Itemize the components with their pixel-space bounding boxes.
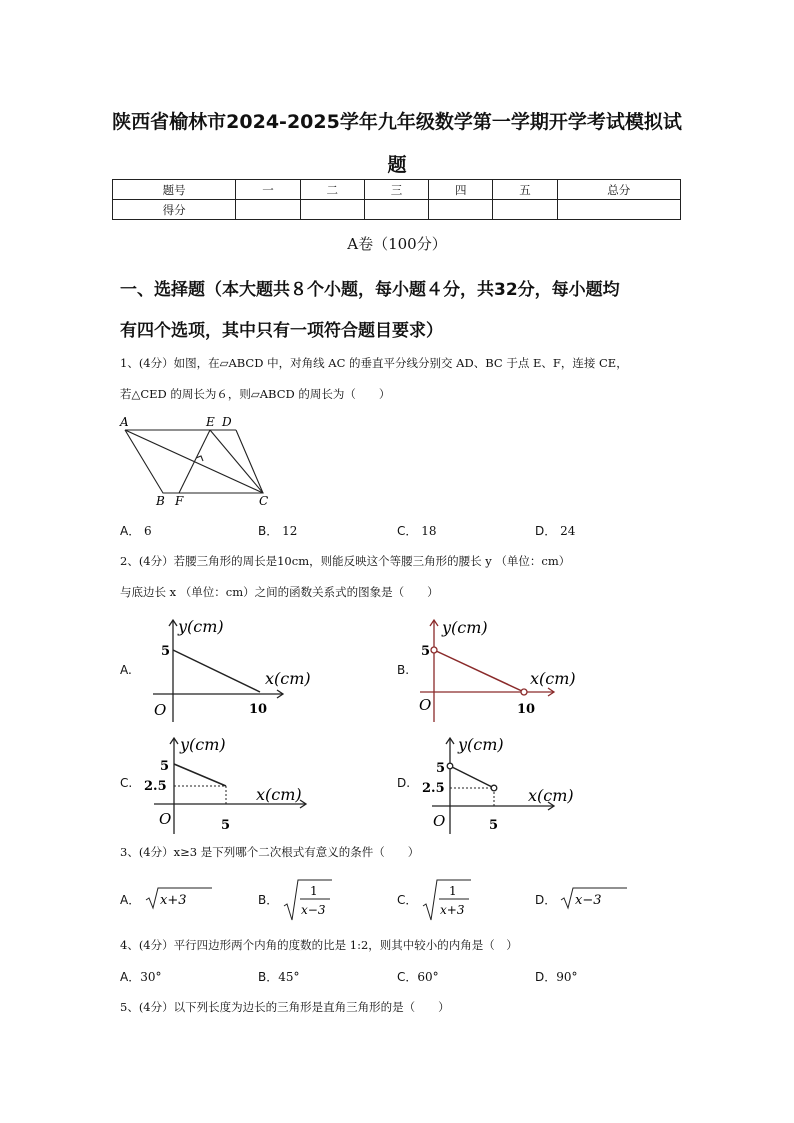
page-title-continued: 题 bbox=[387, 154, 407, 176]
option-label: A． bbox=[120, 893, 141, 907]
sqrt-fraction-expression bbox=[282, 878, 342, 922]
volume-title: A卷（100分） bbox=[347, 235, 447, 253]
y-tick: 5 bbox=[436, 761, 446, 776]
svg-text:1: 1 bbox=[310, 884, 318, 898]
sqrt-expression bbox=[559, 882, 629, 912]
segment-EC bbox=[210, 430, 263, 493]
graph-b bbox=[418, 612, 598, 724]
question-5-text: 5、(4分）以下列长度为边长的三角形是直角三角形的是（ ） bbox=[120, 1000, 450, 1014]
score-header-cell: 四 bbox=[429, 180, 493, 200]
section-heading: 一、选择题（本大题共８个小题，每小题４分，共32分，每小题均 bbox=[120, 280, 620, 300]
x-tick: 5 bbox=[489, 818, 499, 833]
option-label: B． bbox=[258, 893, 279, 907]
graph-b-line bbox=[434, 650, 524, 692]
origin-label: O bbox=[419, 696, 432, 714]
score-header-cell: 二 bbox=[300, 180, 364, 200]
option-label: C． bbox=[397, 893, 418, 907]
segment-EF bbox=[179, 430, 210, 493]
question-4-text: 4、(4分）平行四边形两个内角的度数的比是 1:2，则其中较小的内角是（ ） bbox=[120, 938, 518, 952]
graph-c-line bbox=[174, 764, 226, 786]
label-B: B bbox=[156, 494, 165, 508]
question-2-text: 2、(4分）若腰三角形的周长是10cm，则能反映这个等腰三角形的腰长 y （单位：cm） bbox=[120, 554, 571, 568]
question-1-text-continued: 若△CED 的周长为６，则▱ABCD 的周长为（ ） bbox=[120, 387, 391, 401]
y-axis-label: y(cm) bbox=[442, 618, 488, 637]
graph-d-line bbox=[450, 766, 494, 788]
open-endpoint bbox=[491, 785, 497, 791]
graph-a bbox=[145, 612, 325, 724]
svg-text:x+3: x+3 bbox=[440, 903, 465, 917]
svg-text:x+3: x+3 bbox=[160, 893, 187, 908]
question-3-text: 3、(4分）x≥3 是下列哪个二次根式有意义的条件（ ） bbox=[120, 845, 420, 859]
y-axis-label: y(cm) bbox=[180, 735, 226, 754]
graph-a-line bbox=[173, 650, 260, 692]
x-axis-label: x(cm) bbox=[265, 669, 311, 688]
svg-text:x−3: x−3 bbox=[301, 903, 326, 917]
parallelogram-figure bbox=[115, 412, 285, 510]
section-heading-continued: 有四个选项，其中只有一项符合题目要求） bbox=[120, 321, 443, 341]
x-axis-label: x(cm) bbox=[528, 786, 574, 805]
score-table bbox=[112, 179, 681, 220]
score-header-cell: 三 bbox=[364, 180, 428, 200]
score-cell[interactable] bbox=[557, 200, 680, 220]
graph-a-label[interactable]: A. bbox=[120, 663, 132, 677]
score-row-label: 得分 bbox=[113, 200, 236, 220]
y-tick: 2.5 bbox=[422, 781, 445, 796]
score-cell[interactable] bbox=[300, 200, 364, 220]
option-d[interactable]: D．90° bbox=[535, 970, 578, 984]
option-b[interactable]: B． 12 bbox=[258, 524, 298, 538]
y-axis-label: y(cm) bbox=[178, 617, 224, 636]
option-a[interactable]: A．30° bbox=[120, 970, 162, 984]
open-endpoint bbox=[447, 763, 453, 769]
origin-label: O bbox=[154, 701, 167, 719]
option-c[interactable]: C．60° bbox=[397, 970, 439, 984]
graph-d bbox=[418, 730, 598, 836]
score-cell[interactable] bbox=[429, 200, 493, 220]
x-tick: 5 bbox=[221, 818, 231, 833]
graph-d-label[interactable]: D. bbox=[397, 776, 411, 790]
option-b[interactable]: B．45° bbox=[258, 970, 300, 984]
question-3-options bbox=[120, 878, 720, 922]
option-a[interactable]: A． 6 bbox=[120, 524, 152, 538]
question-2-text-continued: 与底边长 x （单位：cm）之间的函数关系式的图象是（ ） bbox=[120, 585, 439, 599]
sqrt-fraction-expression bbox=[421, 878, 481, 922]
sqrt-expression bbox=[144, 882, 214, 912]
score-table-header-row bbox=[113, 180, 681, 200]
y-tick: 5 bbox=[421, 644, 431, 659]
score-header-cell: 一 bbox=[236, 180, 300, 200]
page-title: 陕西省榆林市2024-2025学年九年级数学第一学期开学考试模拟试 bbox=[112, 111, 682, 133]
x-tick: 10 bbox=[249, 702, 268, 717]
score-header-cell: 题号 bbox=[113, 180, 236, 200]
origin-label: O bbox=[433, 812, 446, 830]
option-label: D． bbox=[535, 893, 557, 907]
y-axis-label: y(cm) bbox=[458, 735, 504, 754]
label-A: A bbox=[120, 415, 129, 429]
graph-b-label[interactable]: B. bbox=[397, 663, 410, 677]
graph-c bbox=[140, 730, 320, 836]
score-header-cell: 总分 bbox=[557, 180, 680, 200]
score-cell[interactable] bbox=[236, 200, 300, 220]
y-tick: 5 bbox=[160, 759, 170, 774]
svg-text:x−3: x−3 bbox=[575, 893, 602, 908]
option-d[interactable]: D． 24 bbox=[535, 524, 576, 538]
x-axis-label: x(cm) bbox=[530, 669, 576, 688]
label-C: C bbox=[259, 494, 269, 508]
x-axis-label: x(cm) bbox=[256, 785, 302, 804]
label-F: F bbox=[175, 494, 184, 508]
x-tick: 10 bbox=[517, 702, 536, 717]
option-c[interactable]: C． 18 bbox=[397, 524, 437, 538]
score-cell[interactable] bbox=[364, 200, 428, 220]
question-1-text: 1、(4分）如图，在▱ABCD 中，对角线 AC 的垂直平分线分别交 AD、BC 于点 E、F，连接 CE， bbox=[120, 356, 628, 370]
y-tick: 5 bbox=[161, 644, 171, 659]
open-endpoint bbox=[431, 647, 437, 653]
score-cell[interactable] bbox=[493, 200, 557, 220]
score-header-cell: 五 bbox=[493, 180, 557, 200]
score-table-score-row bbox=[113, 200, 681, 220]
y-tick: 2.5 bbox=[144, 779, 167, 794]
graph-c-label[interactable]: C. bbox=[120, 776, 133, 790]
open-endpoint bbox=[521, 689, 527, 695]
label-E: E bbox=[206, 415, 215, 429]
origin-label: O bbox=[159, 810, 172, 828]
svg-text:1: 1 bbox=[449, 884, 457, 898]
label-D: D bbox=[222, 415, 232, 429]
